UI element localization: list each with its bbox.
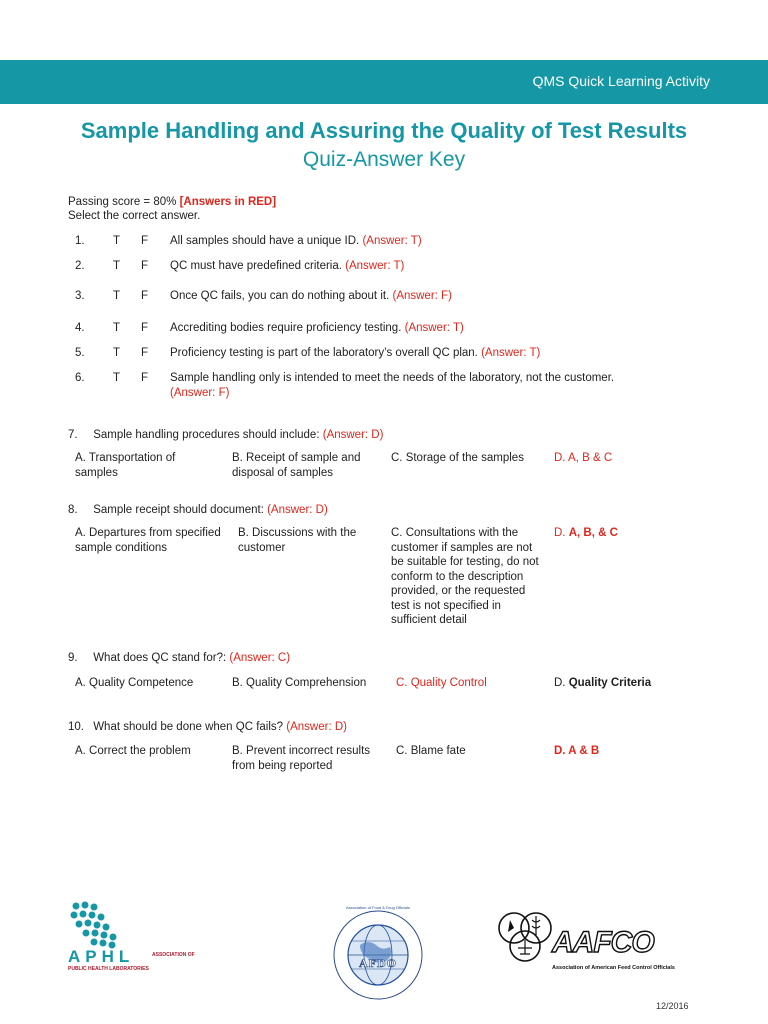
answer: (Answer: C) — [229, 652, 291, 664]
option-c: C. Storage of the samples — [391, 452, 524, 464]
globe-icon — [330, 903, 426, 1003]
aphl-logo — [66, 900, 236, 972]
mc-question-7: 7. Sample handling procedures should include: (Answer: D) — [68, 429, 384, 441]
answer: (Answer: D) — [286, 721, 347, 733]
question-text: Proficiency testing is part of the laboratory’s overall QC plan. (Answer: T) — [170, 347, 541, 359]
question-number: 3. — [75, 290, 85, 302]
aphl-line2: PUBLIC HEALTH LABORATORIES — [68, 966, 149, 972]
false-option: F — [141, 347, 149, 359]
option-a: A. Transportation of samples — [75, 452, 176, 479]
header-bar — [0, 60, 768, 104]
aafco-wordmark: AAFCO — [552, 926, 654, 959]
header-label: QMS Quick Learning Activity — [532, 73, 710, 89]
aphl-dots-icon — [66, 900, 136, 950]
option-b: B. Discussions with the customer — [238, 527, 357, 554]
answer: (Answer: T) — [345, 260, 405, 272]
aphl-wordmark: APHL — [68, 947, 135, 966]
true-option: T — [113, 260, 121, 272]
option-d: D. A, B, & C — [554, 527, 618, 539]
aphl-line1: ASSOCIATION OF — [152, 952, 195, 958]
false-option: F — [141, 322, 149, 334]
question-number: 4. — [75, 322, 85, 334]
mc-question-10: 10. What should be done when QC fails? (Answer: D) — [68, 721, 347, 733]
question-text: All samples should have a unique ID. (Answer: T) — [170, 235, 422, 247]
page-subtitle: Quiz-Answer Key — [302, 148, 466, 171]
page-title: Sample Handling and Assuring the Quality of Test Results — [80, 118, 688, 143]
question-text: Once QC fails, you can do nothing about it. (Answer: F) — [170, 290, 452, 302]
option-c: C. Quality Control — [396, 677, 487, 689]
option-b: B. Receipt of sample and disposal of samples — [232, 452, 361, 479]
question-text: Accrediting bodies require proficiency testing. (Answer: T) — [170, 322, 464, 334]
answer: (Answer: T) — [404, 322, 464, 334]
answer: (Answer: T) — [362, 235, 422, 247]
answer: (Answer: F) — [392, 290, 452, 302]
option-b: B. Quality Comprehension — [232, 677, 367, 689]
question-number: 6. — [75, 372, 85, 384]
option-d: D. A, B & C — [554, 452, 613, 464]
answers-note: [Answers in RED] — [179, 196, 277, 208]
false-option: F — [141, 235, 149, 247]
afdo-logo — [330, 903, 426, 1003]
option-a: A. Departures from specified sample conditions — [75, 527, 221, 554]
option-d: D. Quality Criteria — [554, 677, 652, 689]
question-text: Sample handling only is intended to meet the needs of the laboratory, not the customer. (Answer: F) — [170, 372, 615, 399]
option-a: A. Quality Competence — [75, 677, 194, 689]
mc-question-8: 8. Sample receipt should document: (Answer: D) — [68, 504, 328, 516]
question-number: 1. — [75, 235, 85, 247]
false-option: F — [141, 372, 149, 384]
question-number: 2. — [75, 260, 85, 272]
option-b: B. Prevent incorrect results from being reported — [232, 745, 371, 772]
mc-question-9: 9. What does QC stand for?: (Answer: C) — [68, 652, 291, 664]
true-option: T — [113, 322, 121, 334]
option-d: D. A & B — [554, 745, 600, 757]
instruction: Select the correct answer. — [68, 210, 201, 222]
false-option: F — [141, 290, 149, 302]
option-c: C. Consultations with the customer if samples are not be suitable for testing, do not conform to the description provided, or the requested test is not specified in sufficient detail — [391, 527, 539, 626]
intro — [68, 195, 276, 223]
question-text: QC must have predefined criteria. (Answer: T) — [170, 260, 405, 272]
answer: (Answer: D) — [267, 504, 328, 516]
true-option: T — [113, 347, 121, 359]
answer: (Answer: T) — [481, 347, 541, 359]
false-option: F — [141, 260, 149, 272]
passing-score: Passing score = 80% — [68, 196, 177, 208]
footer-date: 12/2016 — [656, 1001, 689, 1011]
aafco-tagline: Association of American Feed Control Officials — [552, 965, 675, 971]
question-number: 5. — [75, 347, 85, 359]
true-option: T — [113, 372, 121, 384]
afdo-wordmark: AFDO — [359, 956, 397, 970]
answer: (Answer: D) — [322, 429, 384, 441]
true-option: T — [113, 290, 121, 302]
option-c: C. Blame fate — [396, 745, 466, 757]
option-a: A. Correct the problem — [75, 745, 191, 757]
true-option: T — [113, 235, 121, 247]
aafco-seal-icon — [496, 910, 556, 968]
afdo-ring-text: Association of Food & Drug Officials — [346, 905, 410, 910]
aafco-logo — [496, 910, 686, 985]
answer: (Answer: F) — [170, 387, 230, 399]
